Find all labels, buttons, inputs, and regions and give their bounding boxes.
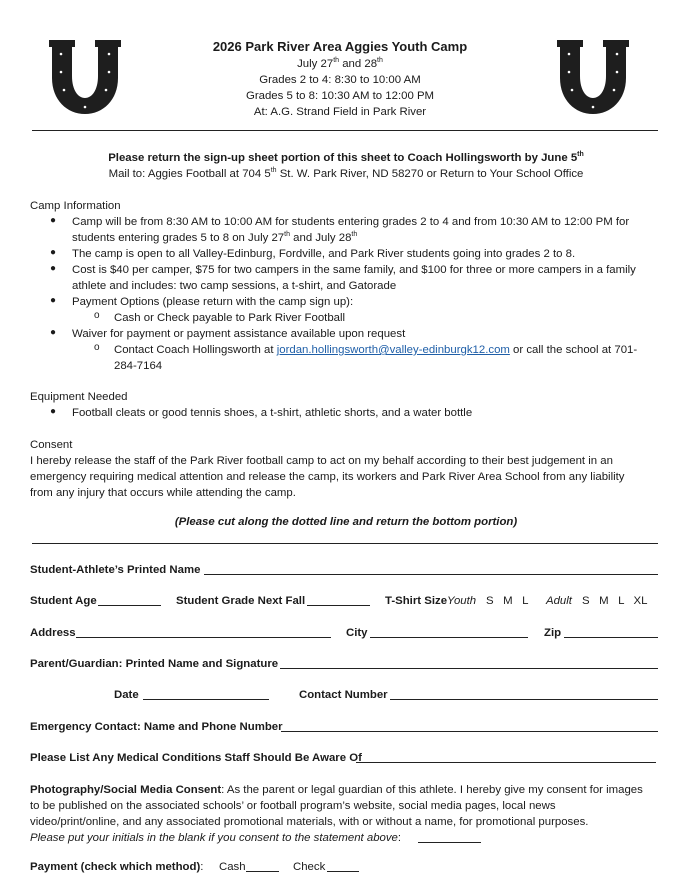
payment-cash-label: Cash: [219, 861, 246, 873]
document-header: [150, 38, 530, 120]
payment-method-label: Payment (check which method):: [30, 861, 204, 873]
tshirt-adult-label: Adult: [546, 595, 572, 607]
tshirt-youth-sizes[interactable]: S M L: [486, 595, 529, 607]
horseshoe-logo-right: [556, 38, 630, 116]
sub-bullet-icon: o: [94, 310, 100, 321]
city-field[interactable]: [370, 637, 528, 638]
camp-info-item-payment: Payment Options (please return with the camp sign up):: [72, 296, 354, 308]
student-age-label: Student Age: [30, 595, 97, 607]
medical-conditions-label: Please List Any Medical Conditions Staff Should Be Aware Of: [30, 752, 362, 764]
consent-heading: Consent: [30, 439, 73, 451]
address-label: Address: [30, 627, 76, 639]
bullet-icon: ●: [50, 215, 57, 226]
tshirt-youth-label: Youth: [447, 595, 477, 607]
coach-email-link[interactable]: jordan.hollingsworth@valley-edinburgk12.com: [276, 344, 510, 356]
medical-conditions-field[interactable]: [356, 762, 656, 763]
student-age-field[interactable]: [98, 605, 161, 606]
photo-consent: Photography/Social Media Consent: As the parent or legal guardian of this athlete. I hereby give my consent for images to be published on the associated schools’ or football program’s website, social media pages, local news video/print/online, and any associated promotional materials, with or without a name, for promotional purposes. Please put your initials in the blank if you consent to the statement above:: [30, 784, 643, 844]
bullet-icon: ●: [50, 406, 57, 417]
payment-cash-field[interactable]: [246, 871, 279, 872]
emergency-contact-field[interactable]: [281, 731, 658, 732]
camp-info-item-waiver: Waiver for payment or payment assistance available upon request: [72, 328, 406, 340]
return-notice: Please return the sign-up sheet portion of this sheet to Coach Hollingsworth by June 5th: [108, 151, 584, 164]
payment-option-cash-check: Cash or Check payable to Park River Football: [114, 312, 346, 324]
date-label: Date: [114, 689, 139, 701]
camp-info-item-schedule: Camp will be from 8:30 AM to 10:00 AM for students entering grades 2 to 4 and from 10:30 AM to 12:00 PM for students entering grades 5 to 8 on July 27th and July 28th: [72, 216, 630, 244]
document-title: 2026 Park River Area Aggies Youth Camp: [212, 39, 468, 54]
header-divider: [32, 130, 658, 131]
camp-location: At: A.G. Strand Field in Park River: [253, 106, 427, 118]
sub-bullet-icon: o: [94, 342, 100, 353]
tshirt-size-label: T-Shirt Size: [385, 595, 448, 607]
parent-guardian-label: Parent/Guardian: Printed Name and Signature: [30, 658, 279, 670]
equipment-heading: Equipment Needed: [30, 391, 128, 403]
cut-line: [32, 543, 658, 544]
tshirt-adult-sizes[interactable]: S M L XL: [582, 595, 648, 607]
camp-dates: July 27th and 28th: [297, 57, 383, 70]
contact-number-field[interactable]: [390, 699, 658, 700]
emergency-contact-label: Emergency Contact: Name and Phone Number: [30, 721, 283, 733]
payment-check-label: Check: [293, 861, 326, 873]
grade-next-fall-label: Student Grade Next Fall: [176, 595, 306, 607]
zip-label: Zip: [544, 627, 562, 639]
camp-info-item-cost: Cost is $40 per camper, $75 for two campers in the same family, and $100 for three or more campers in a family athlete and includes: two camp sessions, a t-shirt, and Gatorade: [72, 264, 636, 292]
student-name-label: Student-Athlete’s Printed Name: [30, 564, 201, 576]
camp-info-heading: Camp Information: [30, 200, 121, 212]
camp-info-item-eligibility: The camp is open to all Valley-Edinburg, Fordville, and Park River students going into grades 2 to 8.: [72, 248, 576, 260]
bullet-icon: ●: [50, 247, 57, 258]
bullet-icon: ●: [50, 295, 57, 306]
consent-text: I hereby release the staff of the Park River football camp to act on my behalf according to their best judgement in an emergency requiring medical attention and release the camp, its workers and Park River Area School from any liability from any injury that occurs while attending the camp.: [30, 455, 625, 499]
bullet-icon: ●: [50, 327, 57, 338]
zip-field[interactable]: [564, 637, 658, 638]
waiver-contact: Contact Coach Hollingsworth at jordan.hollingsworth@valley-edinburgk12.com or call the school at 701- 284-7164: [114, 344, 638, 372]
horseshoe-logo-left: [48, 38, 122, 116]
mail-instructions: Mail to: Aggies Football at 704 5th St. W. Park River, ND 58270 or Return to Your School Office: [108, 167, 584, 180]
address-field[interactable]: [76, 637, 331, 638]
city-label: City: [346, 627, 368, 639]
equipment-item: Football cleats or good tennis shoes, a t-shirt, athletic shorts, and a water bottle: [72, 407, 473, 419]
contact-number-label: Contact Number: [299, 689, 388, 701]
date-field[interactable]: [143, 699, 269, 700]
payment-check-field[interactable]: [327, 871, 359, 872]
photo-consent-initials-field[interactable]: [418, 842, 481, 843]
schedule-grades-5-8: Grades 5 to 8: 10:30 AM to 12:00 PM: [245, 90, 435, 102]
student-name-field[interactable]: [204, 574, 658, 575]
cut-notice: (Please cut along the dotted line and return the bottom portion): [174, 516, 518, 528]
schedule-grades-2-4: Grades 2 to 4: 8:30 to 10:00 AM: [259, 74, 421, 86]
parent-guardian-field[interactable]: [280, 668, 658, 669]
grade-next-fall-field[interactable]: [307, 605, 370, 606]
bullet-icon: ●: [50, 263, 57, 274]
